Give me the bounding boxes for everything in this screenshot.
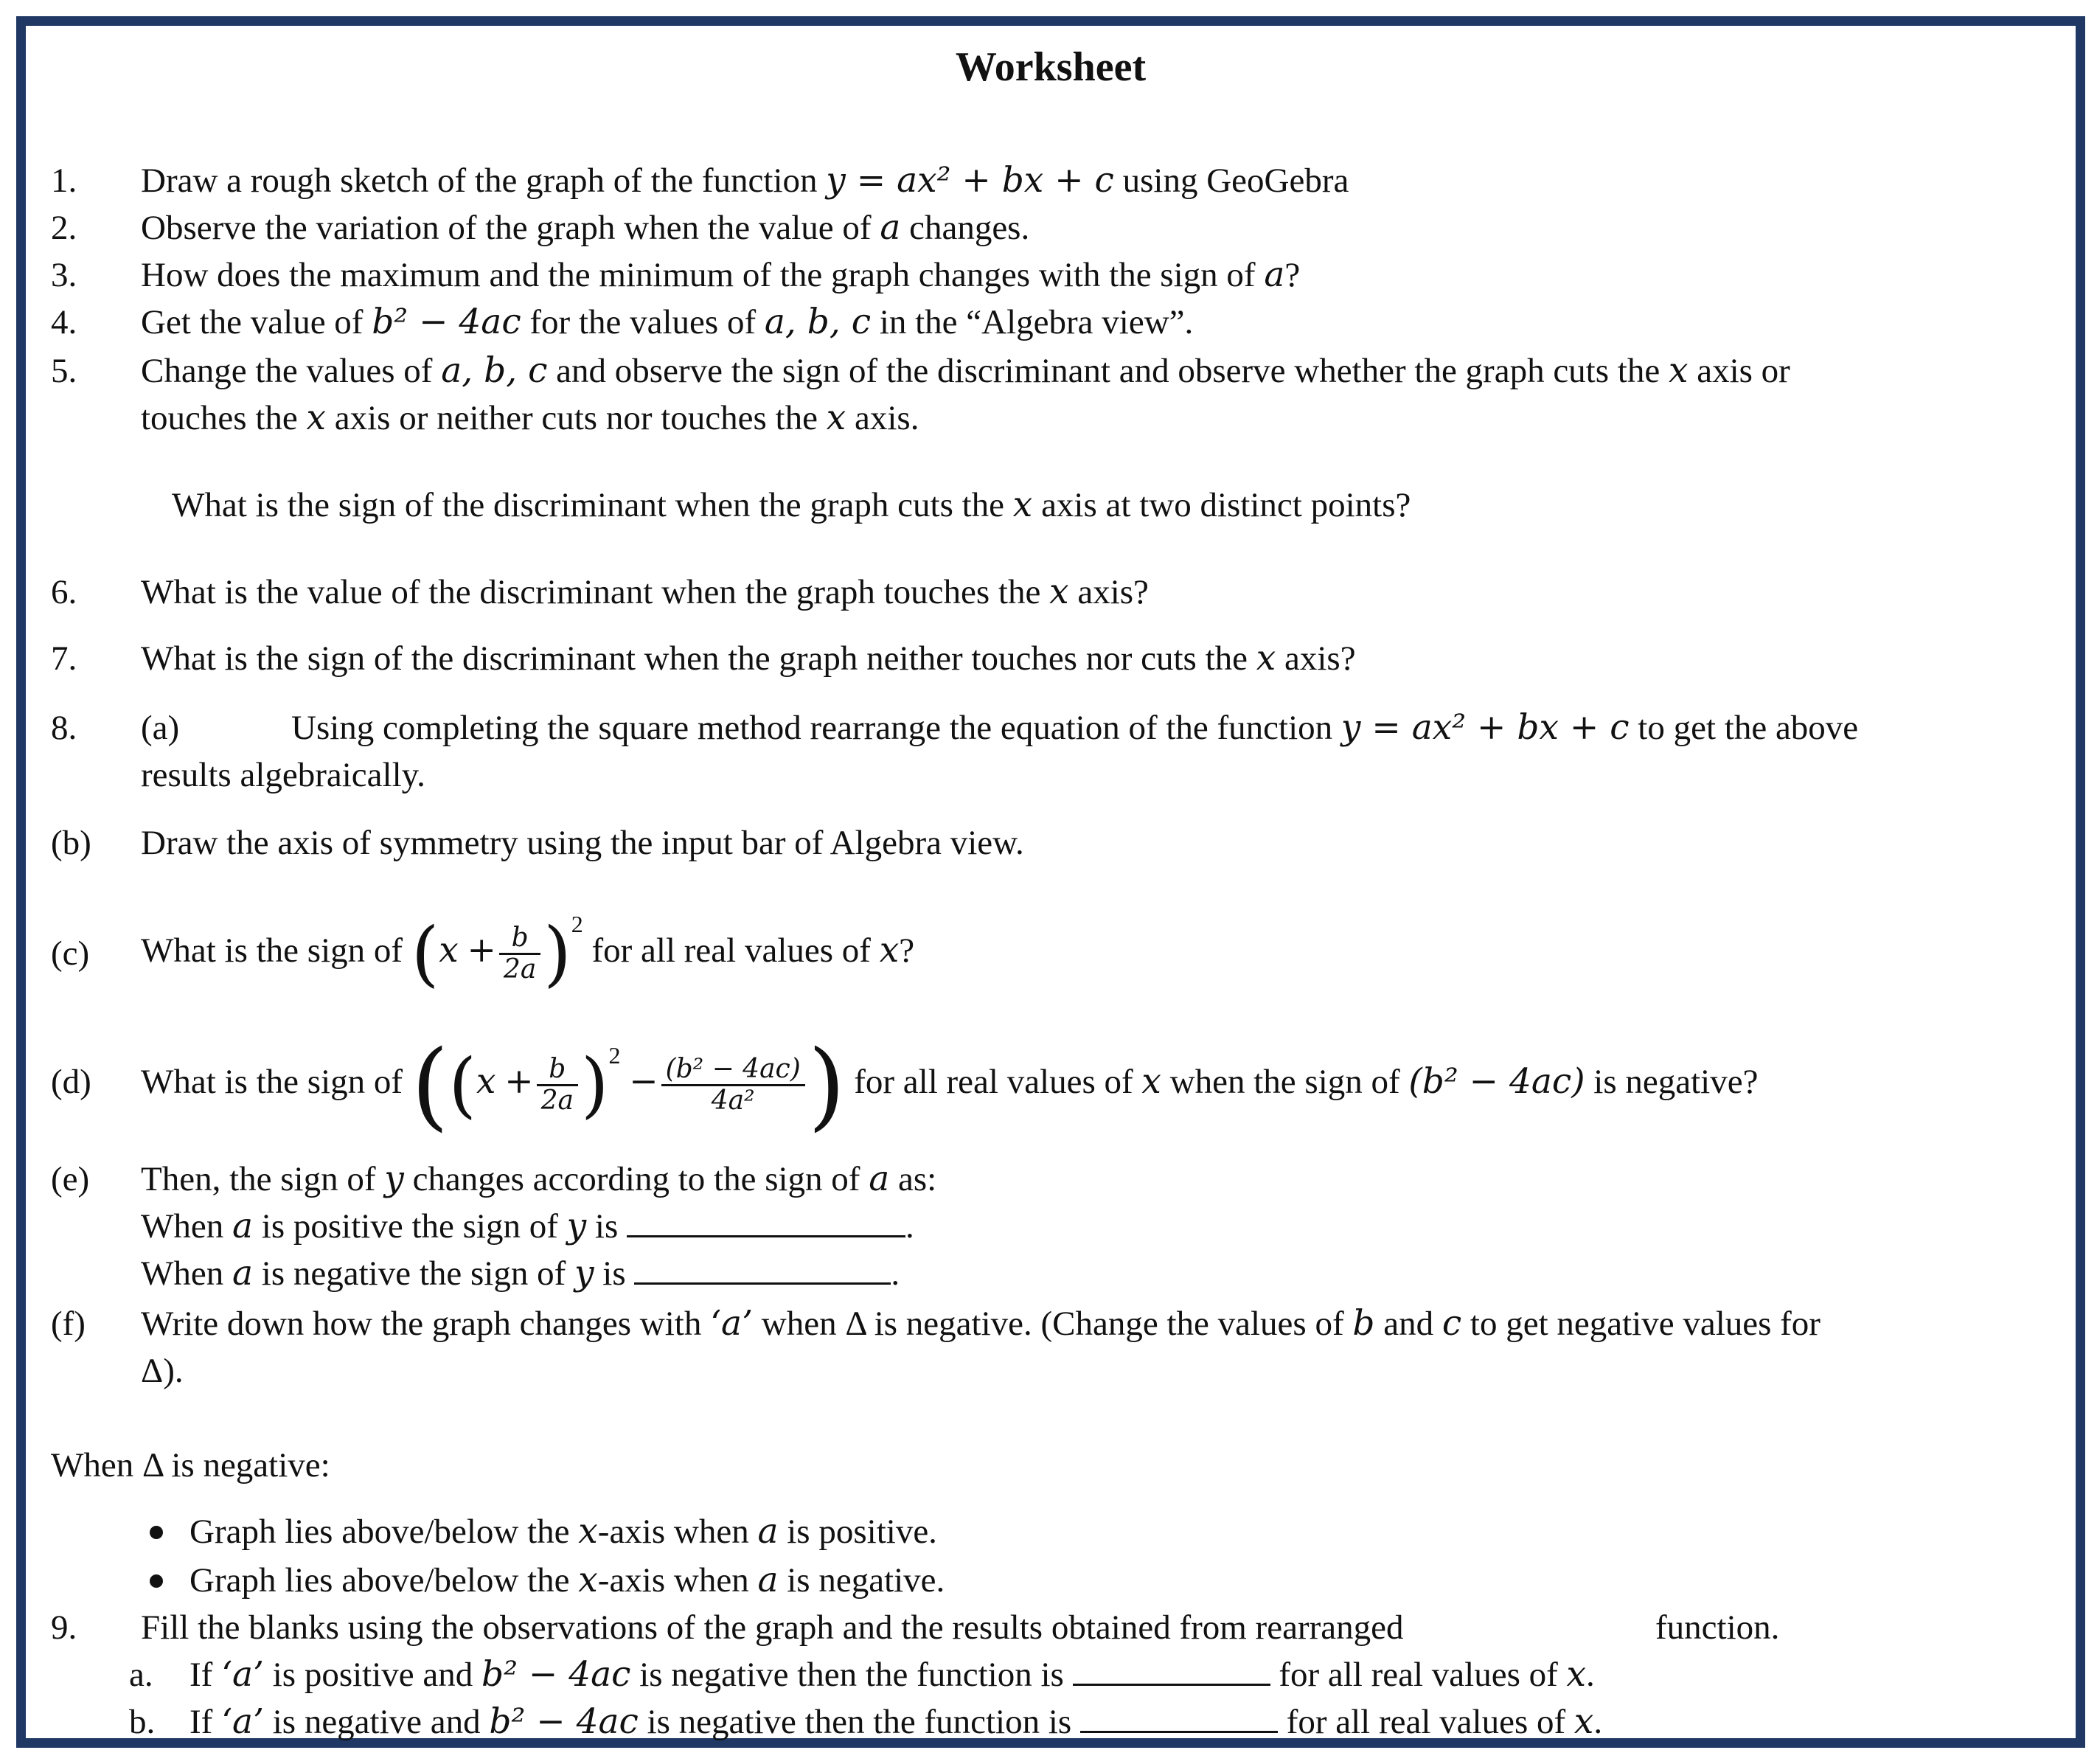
item-8a-cont: results algebraically. bbox=[141, 756, 425, 794]
worksheet bbox=[26, 26, 2076, 1742]
item-9-end: function. bbox=[1655, 1608, 1780, 1647]
item-8e-positive: When a is positive the sign of y is . bbox=[141, 1206, 914, 1246]
sub-label: (d) bbox=[51, 1063, 91, 1101]
item-2: Observe the variation of the graph when the value of a changes. bbox=[141, 207, 1030, 248]
item-3: How does the maximum and the minimum of the graph changes with the sign of a? bbox=[141, 254, 1301, 295]
sub-label: a. bbox=[129, 1656, 153, 1694]
item-1: Draw a rough sketch of the graph of the function y = ax² + bx + c using GeoGebra bbox=[141, 160, 1349, 201]
item-5-question: What is the sign of the discriminant when the graph cuts the x axis at two distinct points? bbox=[172, 485, 1411, 525]
item-8a-label: (a) bbox=[141, 709, 180, 747]
item-number: 2. bbox=[51, 209, 77, 247]
page-title: Worksheet bbox=[955, 44, 1147, 90]
sub-label: (e) bbox=[51, 1160, 90, 1198]
delta-heading: When Δ is negative: bbox=[51, 1446, 330, 1485]
item-number: 8. bbox=[51, 709, 77, 747]
item-5-cont: touches the x axis or neither cuts nor touches the x axis. bbox=[141, 397, 919, 438]
item-number: 7. bbox=[51, 639, 77, 678]
item-number: 6. bbox=[51, 573, 77, 611]
answer-blank bbox=[627, 1206, 905, 1237]
answer-blank bbox=[634, 1253, 891, 1285]
item-9a: If ‘a’ is positive and b² − 4ac is negative then the function is for all real values of x. bbox=[189, 1654, 1595, 1695]
item-5: Change the values of a, b, c and observe the sign of the discriminant and observe whether the graph cuts the x axis or bbox=[141, 350, 1790, 391]
item-number: 5. bbox=[51, 352, 77, 390]
item-8c: What is the sign of (x + $\frac{b}{2a}$ )$^2$ for all real values of x? bbox=[141, 911, 915, 996]
item-7: What is the sign of the discriminant when the graph neither touches nor cuts the x axis? bbox=[141, 638, 1356, 678]
item-number: 1. bbox=[51, 162, 77, 200]
item-8d: What is the sign of ((x + $\frac{b}{2a}$ )$^2$ − $\frac{\text{(b² − 4ac)}}{\text{4a²}}$ ) for all real values of x when the sign of (b² − 4ac) is negative? bbox=[141, 1029, 1759, 1142]
bullet-item: Graph lies above/below the x-axis when a is negative. bbox=[189, 1560, 945, 1600]
item-4: Get the value of b² − 4ac for the values of a, b, c in the “Algebra view”. bbox=[141, 302, 1194, 342]
item-number: 3. bbox=[51, 256, 77, 294]
answer-blank bbox=[1080, 1701, 1278, 1733]
bullet-icon bbox=[150, 1574, 163, 1588]
worksheet-frame bbox=[16, 16, 2085, 1748]
item-8b: Draw the axis of symmetry using the input bar of Algebra view. bbox=[141, 824, 1024, 862]
item-8f: Write down how the graph changes with ‘a’ when Δ is negative. (Change the values of b and c to get negative values for bbox=[141, 1303, 1820, 1344]
bullet-item: Graph lies above/below the x-axis when a is positive. bbox=[189, 1511, 937, 1552]
sub-label: (c) bbox=[51, 934, 90, 973]
item-8a: Using completing the square method rearrange the equation of the function y = ax² + bx + c to get the above bbox=[291, 707, 1859, 748]
item-8e: Then, the sign of y changes according to the sign of a as: bbox=[141, 1159, 937, 1199]
item-number: 9. bbox=[51, 1608, 77, 1647]
item-9b: If ‘a’ is negative and b² − 4ac is negative then the function is for all real values of x. bbox=[189, 1701, 1603, 1742]
sub-label: (b) bbox=[51, 824, 91, 862]
item-8f-cont: Δ). bbox=[141, 1352, 184, 1390]
item-8e-negative: When a is negative the sign of y is . bbox=[141, 1253, 900, 1294]
sub-label: (f) bbox=[51, 1305, 86, 1343]
item-number: 4. bbox=[51, 303, 77, 341]
sub-label: b. bbox=[129, 1703, 156, 1741]
item-9: Fill the blanks using the observations of the graph and the results obtained from rearranged bbox=[141, 1608, 1404, 1647]
answer-blank bbox=[1073, 1654, 1270, 1686]
item-6: What is the value of the discriminant when the graph touches the x axis? bbox=[141, 572, 1149, 612]
bullet-icon bbox=[150, 1526, 163, 1539]
